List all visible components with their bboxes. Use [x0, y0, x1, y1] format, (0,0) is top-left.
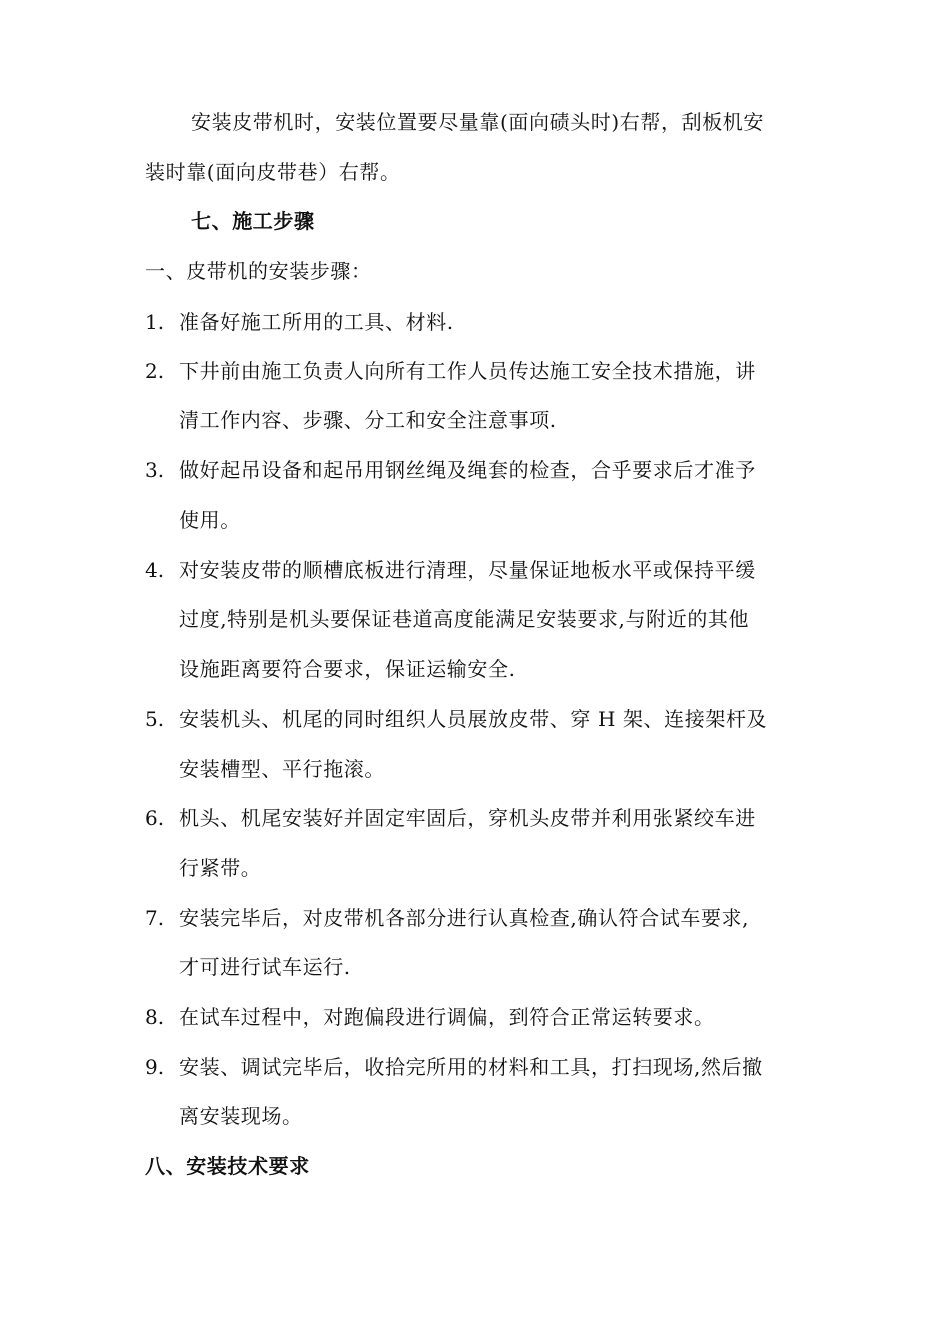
section-8-heading: 八、安装技术要求	[145, 1154, 310, 1178]
step-9-line-2: 离安装现场。	[179, 1104, 303, 1128]
step-6-line-1: 机头、机尾安装好并固定牢固后，穿机头皮带并利用张紧绞车进	[179, 806, 756, 830]
step-number: 4.	[145, 558, 165, 582]
step-number: 9.	[145, 1055, 165, 1079]
step-4-line-2: 过度,特别是机头要保证巷道高度能满足安装要求,与附近的其他	[179, 607, 750, 631]
step-4-line-3: 设施距离要符合要求，保证运输安全.	[179, 657, 516, 681]
step-3-line-2: 使用。	[179, 508, 241, 532]
step-5-line-2: 安装槽型、平行拖滚。	[179, 757, 385, 781]
step-7-line-2: 才可进行试车运行.	[179, 955, 351, 979]
step-6-line-2: 行紧带。	[179, 856, 262, 880]
step-number: 5.	[145, 707, 165, 731]
section-7-heading: 七、施工步骤	[191, 209, 315, 233]
step-number: 6.	[145, 806, 165, 830]
step-7-line-1: 安装完毕后，对皮带机各部分进行认真检查,确认符合试车要求,	[179, 906, 750, 930]
step-number: 1.	[145, 310, 165, 334]
step-2-line-1: 下井前由施工负责人向所有工作人员传达施工安全技术措施，讲	[179, 359, 756, 383]
step-1-line-1: 准备好施工所用的工具、材料.	[179, 310, 454, 334]
step-number: 8.	[145, 1005, 165, 1029]
intro-line-1: 安装皮带机时，安装位置要尽量靠(面向碛头时)右帮，刮板机安	[191, 110, 765, 134]
step-5-line-1: 安装机头、机尾的同时组织人员展放皮带、穿 H 架、连接架杆及	[179, 707, 768, 731]
step-9-line-1: 安装、调试完毕后，收拾完所用的材料和工具，打扫现场,然后撤	[179, 1055, 763, 1079]
step-3-line-1: 做好起吊设备和起吊用钢丝绳及绳套的检查，合乎要求后才准予	[179, 458, 756, 482]
section-7-subheading: 一、皮带机的安装步骤：	[145, 259, 372, 283]
step-number: 7.	[145, 906, 165, 930]
step-number: 3.	[145, 458, 165, 482]
step-8-line-1: 在试车过程中，对跑偏段进行调偏，到符合正常运转要求。	[179, 1005, 715, 1029]
step-number: 2.	[145, 359, 165, 383]
intro-line-2: 装时靠(面向皮带巷）右帮。	[145, 160, 401, 184]
step-4-line-1: 对安装皮带的顺槽底板进行清理，尽量保证地板水平或保持平缓	[179, 558, 756, 582]
step-2-line-2: 清工作内容、步骤、分工和安全注意事项.	[179, 408, 557, 432]
